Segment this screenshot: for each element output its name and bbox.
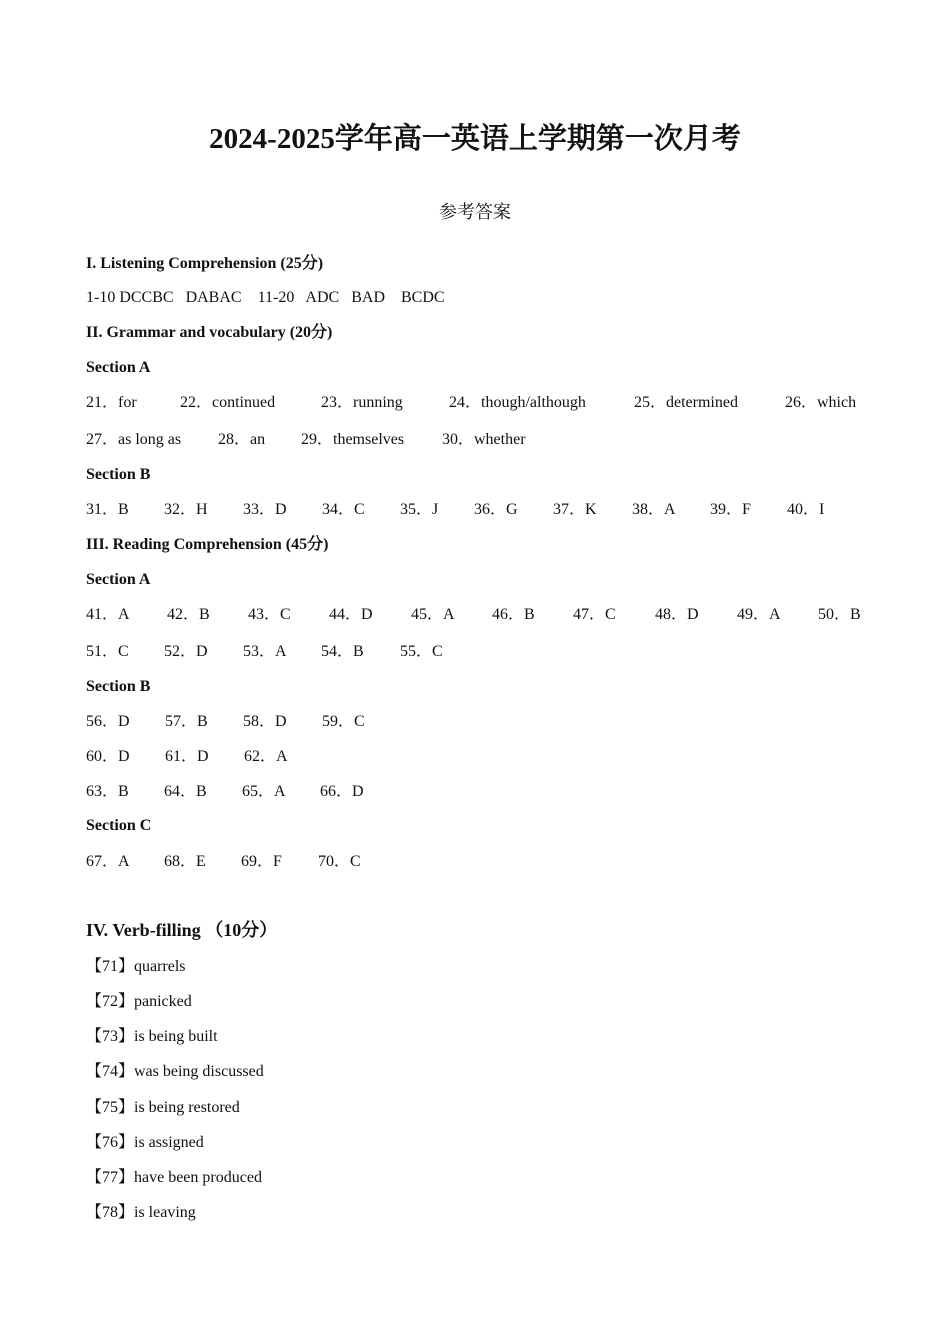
answer-item: 59．C [322, 713, 365, 730]
answer-item: 32．H [164, 501, 208, 518]
verb-filling-item: 【76】is assigned [86, 1134, 204, 1151]
answer-item: 21．for [86, 394, 137, 411]
listening-answers: 1-10 DCCBC DABAC 11-20 ADC BAD BCDC [86, 289, 445, 306]
answer-item: 69．F [241, 853, 282, 870]
verb-filling-item: 【71】quarrels [86, 958, 186, 975]
answer-item: 38．A [632, 501, 676, 518]
answer-item: 54．B [321, 643, 364, 660]
answer-item: 41．A [86, 606, 130, 623]
verb-filling-item: 【72】panicked [86, 993, 192, 1010]
verb-filling-item: 【75】is being restored [86, 1099, 240, 1116]
answer-item: 57．B [165, 713, 208, 730]
answer-item: 61．D [165, 748, 209, 765]
grammar-section-a-heading: Section A [86, 359, 151, 376]
page-title: 2024-2025学年高一英语上学期第一次月考 [209, 123, 741, 155]
answer-item: 49．A [737, 606, 781, 623]
verb-filling-item: 【73】is being built [86, 1028, 218, 1045]
answer-item: 43．C [248, 606, 291, 623]
answer-item: 40．I [787, 501, 825, 518]
reading-section-c-heading: Section C [86, 817, 152, 834]
answer-item: 23．running [321, 394, 403, 411]
verb-filling-heading: IV. Verb-filling （10分） [86, 920, 278, 940]
answer-item: 34．C [322, 501, 365, 518]
answer-item: 63．B [86, 783, 129, 800]
answer-item: 33．D [243, 501, 287, 518]
answer-item: 24．though/although [449, 394, 586, 411]
answer-item: 58．D [243, 713, 287, 730]
answer-item: 65．A [242, 783, 286, 800]
answer-item: 45．A [411, 606, 455, 623]
answer-item: 52．D [164, 643, 208, 660]
answer-item: 26．which [785, 394, 857, 411]
reading-heading: III. Reading Comprehension (45分) [86, 536, 329, 553]
verb-filling-item: 【77】have been produced [86, 1169, 262, 1186]
answer-item: 51．C [86, 643, 129, 660]
answer-item: 68．E [164, 853, 206, 870]
answer-item: 35．J [400, 501, 439, 518]
answer-item: 64．B [164, 783, 207, 800]
answer-item: 55．C [400, 643, 443, 660]
answer-item: 28．an [218, 431, 266, 448]
answer-item: 27．as long as [86, 431, 182, 448]
answer-item: 37．K [553, 501, 597, 518]
answer-item: 62．A [244, 748, 288, 765]
answer-item: 29．themselves [301, 431, 405, 448]
listening-heading: I. Listening Comprehension (25分) [86, 255, 324, 272]
answer-item: 53．A [243, 643, 287, 660]
answer-item: 48．D [655, 606, 699, 623]
reading-section-a-heading: Section A [86, 571, 151, 588]
answer-item: 44．D [329, 606, 373, 623]
answer-item: 60．D [86, 748, 130, 765]
grammar-heading: II. Grammar and vocabulary (20分) [86, 324, 333, 341]
answer-item: 42．B [167, 606, 210, 623]
page-subtitle: 参考答案 [439, 202, 511, 222]
verb-filling-item: 【78】is leaving [86, 1204, 196, 1221]
answer-item: 31．B [86, 501, 129, 518]
answer-item: 56．D [86, 713, 130, 730]
grammar-section-b-heading: Section B [86, 466, 151, 483]
answer-item: 22．continued [180, 394, 276, 411]
answer-item: 25．determined [634, 394, 738, 411]
answer-item: 30．whether [442, 431, 526, 448]
answer-item: 46．B [492, 606, 535, 623]
reading-section-b-heading: Section B [86, 678, 151, 695]
answer-item: 66．D [320, 783, 364, 800]
answer-item: 47．C [573, 606, 616, 623]
answer-item: 39．F [710, 501, 751, 518]
answer-item: 67．A [86, 853, 130, 870]
answer-item: 36．G [474, 501, 518, 518]
answer-item: 50．B [818, 606, 861, 623]
answer-item: 70．C [318, 853, 361, 870]
verb-filling-item: 【74】was being discussed [86, 1063, 264, 1080]
